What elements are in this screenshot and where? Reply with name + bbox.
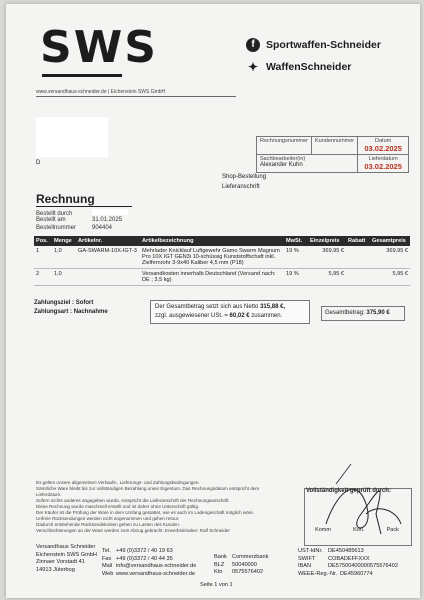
page-number: Seite 1 von 1 bbox=[200, 582, 233, 588]
item-qty: 1,0 bbox=[52, 269, 76, 286]
facebook-icon: f bbox=[246, 38, 260, 52]
item-unit-price: 369,95 € bbox=[308, 246, 346, 269]
item-discount bbox=[346, 269, 370, 286]
agent-label: Sachbearbeiter(in) bbox=[260, 156, 306, 162]
kto-value: 0575576402 bbox=[232, 569, 264, 575]
item-vat: 19 % bbox=[284, 246, 308, 269]
mail-label: Mail bbox=[102, 563, 113, 569]
item-total: 369,95 € bbox=[370, 246, 410, 269]
terms-line: Es gelten unsere allgemeinen Verkaufs-, Lieferungs- und Zahlungsbedingungen. bbox=[36, 480, 200, 485]
items-table bbox=[34, 236, 410, 286]
order-number-label: Bestellnummer bbox=[36, 225, 77, 231]
table-row bbox=[34, 269, 410, 286]
terms-line: Sofern nichts anderes angegeben wurde, entspricht die Lieferanschrift der Rechnungsanschrift. bbox=[36, 498, 230, 503]
terms-line: Unfreie Rücksendungen werden nicht angenommen und gehen retour. bbox=[36, 516, 180, 521]
sum-breakdown-box bbox=[150, 300, 310, 324]
item-pos: 2 bbox=[34, 269, 52, 286]
sign-kon-label: Kon. bbox=[353, 527, 365, 533]
weee-value: DE45960774 bbox=[340, 570, 373, 577]
kto-label: Kto bbox=[214, 569, 223, 575]
web-value[interactable]: www.versandhaus-schneider.de bbox=[116, 570, 195, 577]
sign-pack-label: Pack bbox=[386, 527, 399, 533]
logo-underline bbox=[42, 74, 122, 77]
invoice-info-table bbox=[256, 136, 409, 173]
fax-label: Fax bbox=[102, 555, 112, 562]
ordered-by-redacted bbox=[92, 209, 128, 215]
swift-value: COBADEFFXXX bbox=[328, 555, 370, 562]
weee-label: WEEE-Reg.-Nr. bbox=[298, 570, 338, 577]
footer-company-line: 14913 Jüterbog bbox=[36, 566, 75, 573]
blz-value: 50040000 bbox=[232, 561, 257, 568]
footer-contact bbox=[102, 548, 196, 578]
ust-value: DE450485613 bbox=[328, 548, 364, 554]
item-discount bbox=[346, 246, 370, 269]
footer-bank bbox=[214, 554, 268, 577]
check-signature-title: Vollständigkeit geprüft durch: bbox=[306, 488, 391, 494]
item-qty: 1,0 bbox=[52, 246, 76, 269]
check-signature-labels bbox=[304, 527, 410, 533]
item-total: 5,95 € bbox=[370, 269, 410, 286]
grand-total-label: Gesamtbetrag: bbox=[325, 310, 365, 316]
ordered-by-row bbox=[36, 209, 128, 217]
col-pos: Pos. bbox=[34, 236, 52, 246]
sender-line: www.versandhaus-schneider.de | Eichenstein SWS GmbH bbox=[36, 89, 236, 97]
col-vat: MwSt. bbox=[284, 236, 308, 246]
footer-company-line: Versandhaus Schneider bbox=[36, 544, 96, 550]
facebook-link[interactable] bbox=[246, 38, 381, 52]
col-unit: Einzelpreis bbox=[308, 236, 346, 246]
sign-komm-label: Komm bbox=[315, 527, 331, 533]
terms-text bbox=[36, 480, 276, 534]
item-desc: Versandkosten innerhalb Deutschland (Versand nach: DE ; 3,5 kg) bbox=[140, 269, 284, 286]
payment-info bbox=[34, 300, 108, 315]
blz-label: BLZ bbox=[214, 561, 225, 568]
item-artnr: GA-SWARM-10X-IGT-3 bbox=[76, 246, 140, 269]
footer-company bbox=[36, 544, 97, 574]
terms-line: Sämtliche Ware bleibt bis zur vollständigen Bezahlung unser Eigentum. Das Rechnungsdatum entspricht dem Lieferdatum. bbox=[36, 486, 260, 497]
items-header-row bbox=[34, 236, 410, 246]
footer-tax bbox=[298, 548, 398, 578]
facebook-label: Sportwaffen-Schneider bbox=[266, 39, 381, 51]
vat-amount: 60,02 € bbox=[229, 313, 250, 319]
ordered-on-value: 31.01.2025 bbox=[92, 217, 123, 223]
payment-target-label: Zahlungsziel : bbox=[34, 300, 75, 306]
bank-value: Commerzbank bbox=[232, 554, 269, 560]
terms-line: Diese Rechnung wurde maschinell erstellt und ist daher ohne Unterschrift gültig. bbox=[36, 504, 200, 509]
delivery-date: 03.02.2025 bbox=[364, 162, 402, 171]
recipient-city: D bbox=[36, 160, 41, 166]
agent-name: Alexander Kuhn bbox=[260, 162, 303, 168]
order-number-value: 904404 bbox=[92, 225, 113, 231]
tel-value: +49 (0)3372 / 40 19 63 bbox=[116, 548, 173, 554]
terms-line: Verschlechterungen an der Ware werden zum Abzug gebracht. Erwerbsinhaber: Ralf Schneider bbox=[36, 528, 230, 533]
invoice-date: 03.02.2025 bbox=[364, 144, 402, 153]
tel-label: Tel. bbox=[102, 548, 111, 554]
sum-line1: Der Gesamtbetrag setzt sich aus Netto bbox=[155, 304, 259, 310]
web-label: Web bbox=[102, 570, 114, 577]
item-artnr bbox=[76, 269, 140, 286]
ordered-on-label: Bestellt am bbox=[36, 217, 66, 223]
iban-label: IBAN bbox=[298, 563, 312, 569]
delivery-address-line: Lieferanschrift bbox=[222, 184, 260, 190]
twitter-icon: ✦ bbox=[247, 60, 259, 74]
iban-value: DE57500400000575576402 bbox=[328, 563, 398, 569]
order-number-row bbox=[36, 225, 112, 231]
footer-company-line: Zinnaer Vorstadt 41 bbox=[36, 559, 85, 565]
twitter-link[interactable] bbox=[246, 60, 351, 74]
sws-logo: SWS bbox=[40, 22, 158, 73]
twitter-label: WaffenSchneider bbox=[266, 61, 352, 73]
title-rule bbox=[36, 206, 132, 207]
sum-line2-end: zusammen. bbox=[251, 313, 283, 319]
customer-number-label: Kundennummer bbox=[315, 138, 355, 144]
payment-type-label: Zahlungsart : bbox=[34, 309, 73, 315]
col-discount: Rabatt bbox=[346, 236, 370, 246]
sum-line2: zzgl. ausgewiesener USt. = bbox=[155, 313, 228, 319]
item-desc: Mehrlader Knicklauf Luftgewehr Gamo Swarm Magnum Pro 10X IGT GEN3i 10-schüssig Kunststoffschaft inkl. Zielfernrohr 3-9x40 Kaliber 4,5 mm (P18) bbox=[140, 246, 284, 269]
recipient-redacted bbox=[36, 117, 108, 157]
invoice-number-label: Rechnungsnummer bbox=[260, 138, 308, 144]
item-vat: 19 % bbox=[284, 269, 308, 286]
payment-target-row bbox=[34, 300, 108, 306]
ust-label: UST-IdNr. bbox=[298, 548, 323, 554]
grand-total-box bbox=[321, 306, 405, 321]
terms-line: Der Käufer ist die Prüfung der Ware in dem Umfang gestattet, wie es auch im Ladengeschäft möglich wäre. bbox=[36, 510, 255, 515]
mail-value[interactable]: info@versandhaus-schneider.de bbox=[116, 563, 197, 569]
payment-type-row bbox=[34, 309, 108, 315]
payment-target-value: Sofort bbox=[75, 300, 94, 306]
table-row bbox=[34, 246, 410, 269]
ordered-on-row bbox=[36, 217, 122, 223]
ordered-by-label: Bestellt durch bbox=[36, 211, 73, 217]
bank-label: Bank bbox=[214, 554, 227, 560]
invoice-page bbox=[6, 4, 420, 598]
net-amount: 315,88 €, bbox=[260, 304, 286, 310]
col-desc: Artikelbezeichnung bbox=[140, 236, 284, 246]
swift-label: SWIFT bbox=[298, 555, 316, 562]
invoice-title: Rechnung bbox=[36, 192, 95, 206]
grand-total-value: 375,90 € bbox=[366, 310, 390, 316]
delivery-date-label: Lieferdatum bbox=[368, 156, 398, 162]
col-artnr: Artikelnr. bbox=[76, 236, 140, 246]
date-label: Datum bbox=[375, 138, 392, 144]
fax-value: +49 (0)3372 / 40 44 35 bbox=[116, 555, 173, 562]
item-pos: 1 bbox=[34, 246, 52, 269]
terms-line: Dadurch entstehende Rücksendekosten gehen zu Lasten des Kunden. bbox=[36, 522, 181, 527]
item-unit-price: 5,95 € bbox=[308, 269, 346, 286]
footer-company-line: Eichenstein SWS GmbH bbox=[36, 551, 97, 558]
shop-order-line: Shop-Bestellung bbox=[222, 174, 267, 180]
col-qty: Menge bbox=[52, 236, 76, 246]
payment-type-value: Nachnahme bbox=[73, 309, 108, 315]
col-total: Gesamtpreis bbox=[370, 236, 410, 246]
